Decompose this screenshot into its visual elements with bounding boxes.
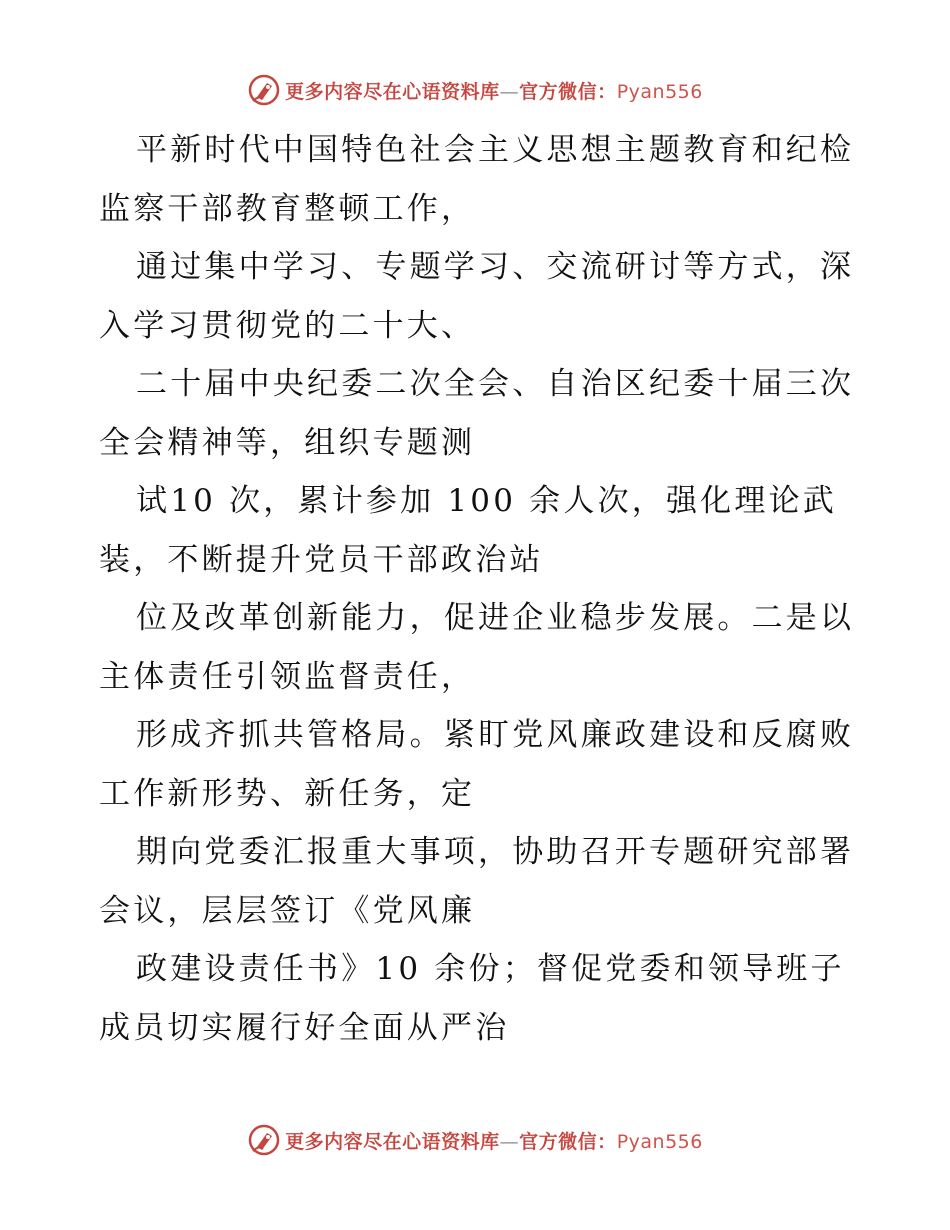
banner-prefix: 更多内容尽在心语资料库 (285, 80, 500, 103)
banner-separator: — (499, 80, 520, 103)
banner-text (285, 1127, 703, 1154)
paragraph: 位及改革创新能力，促进企业稳步发展。二是以主体责任引领监督责任， (99, 600, 855, 695)
banner-prefix: 更多内容尽在心语资料库 (285, 1130, 500, 1153)
paragraph: 形成齐抓共管格局。紧盯党风廉政建设和反腐败工作新形势、新任务，定 (99, 717, 855, 812)
footer-banner (0, 1120, 950, 1160)
banner-text (285, 77, 703, 104)
paragraph: 期向党委汇报重大事项，协助召开专题研究部署会议，层层签订《党风廉 (99, 834, 855, 929)
banner-separator: — (499, 1130, 520, 1153)
paragraph: 通过集中学习、专题学习、交流研讨等方式，深入学习贯彻党的二十大、 (99, 249, 855, 344)
pen-nib-logo-icon (247, 73, 281, 107)
pen-nib-logo-icon (247, 1123, 281, 1157)
banner-account-id: Pyan556 (616, 1130, 703, 1153)
banner-account-label: 官方微信： (519, 80, 617, 103)
paragraph: 二十届中央纪委二次全会、自治区纪委十届三次全会精神等，组织专题测 (99, 366, 855, 461)
header-banner (0, 70, 950, 110)
paragraph: 平新时代中国特色社会主义思想主题教育和纪检监察干部教育整顿工作， (99, 132, 855, 227)
banner-account-id: Pyan556 (616, 80, 703, 103)
paragraph: 政建设责任书》10 余份；督促党委和领导班子成员切实履行好全面从严治 (99, 951, 845, 1046)
paragraph: 试10 次，累计参加 100 余人次，强化理论武装，不断提升党员干部政治站 (99, 483, 837, 578)
banner-account-label: 官方微信： (519, 1130, 617, 1153)
document-body (99, 121, 859, 1057)
